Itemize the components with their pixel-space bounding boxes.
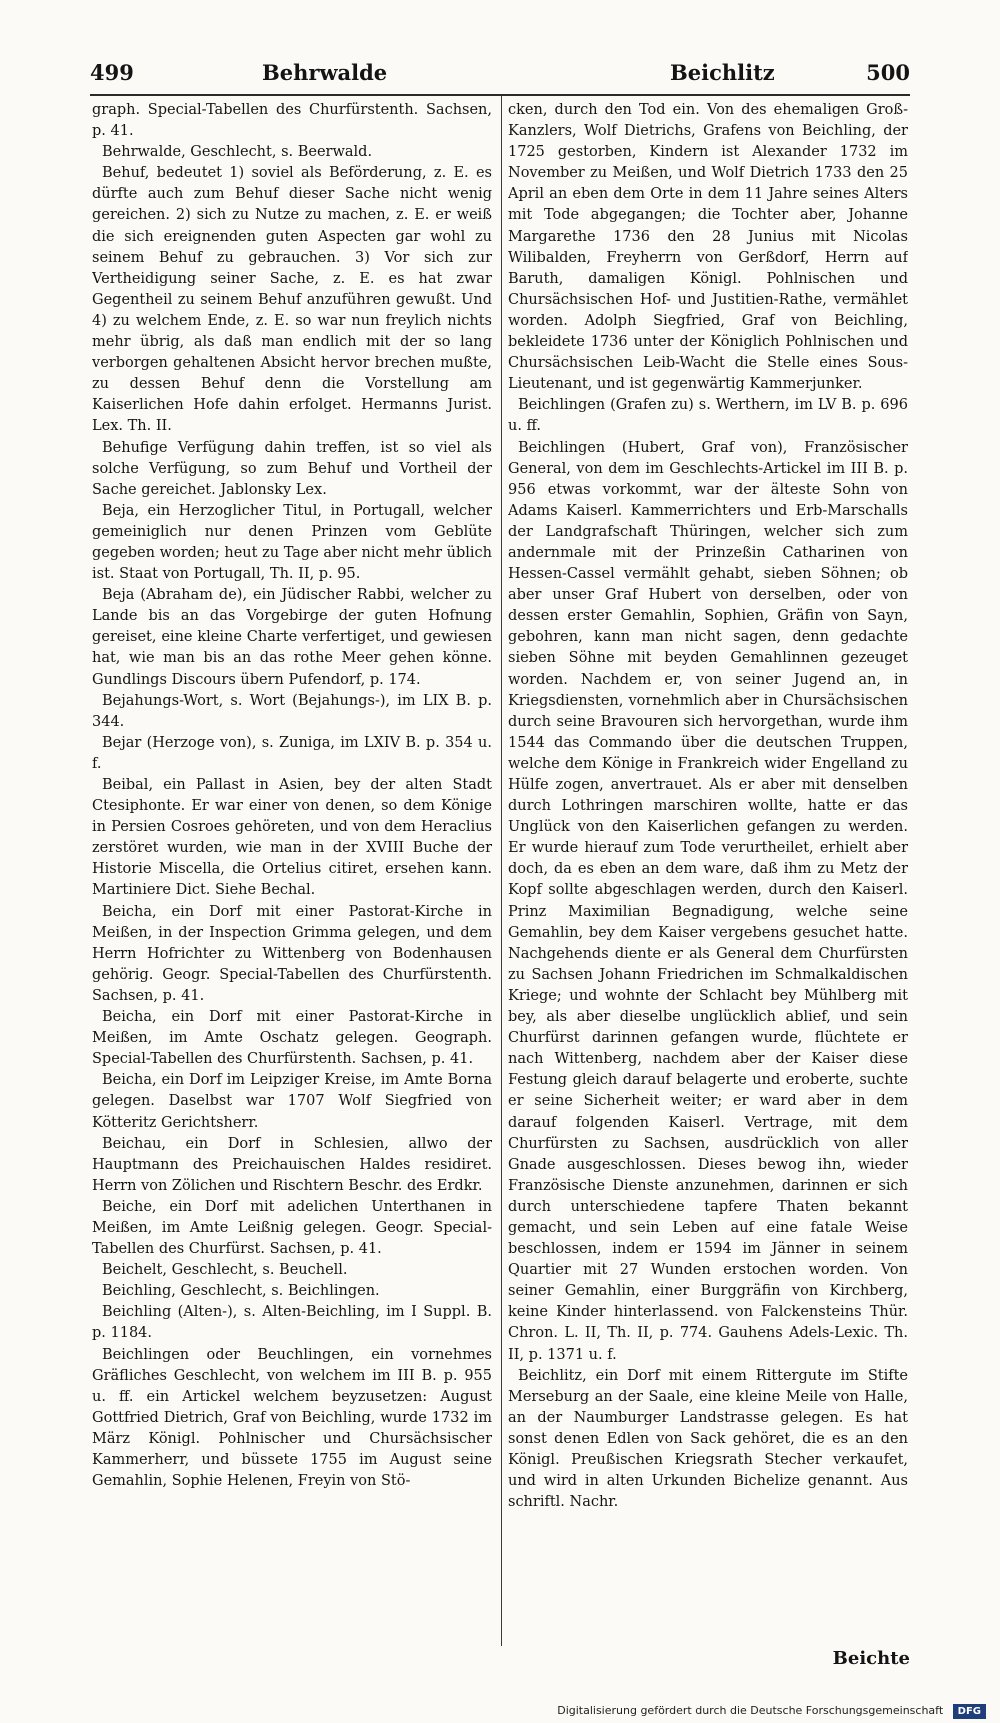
dictionary-entry: Beichau, ein Dorf in Schlesien, allwo der Hauptmann des Preichauischen Haldes residiret. Herrn von Zölichen und Rischtern Beschr. des Erdkr. bbox=[92, 1135, 492, 1194]
catchword: Beichte bbox=[832, 1648, 910, 1669]
dictionary-entry: cken, durch den Tod ein. Von des ehemaligen Groß-Kanzlers, Wolf Dietrichs, Grafens von Beichling, der 1725 gestorben, Kindern ist Alexander 1732 im November zu Meißen, und Wolf Dietrich 1733 den 25 April an eben dem Orte in dem 11 Jahre seines Alters mit Tode abgegangen; die Tochter aber, Johanne Margarethe 1736 den 28 Junius mit Nicolas Wilibalden, Freyherrn von Gerßdorf, Herrn auf Baruth, damaligen Königl. Pohlnischen und Chursächsischen Hof- und Justitien-Rathe, vermählet worden. Adolph Siegfried, Graf von Beichling, bekleidete 1736 unter der Königlich Pohlnischen und Chursächsischen Leib-Wacht die Stelle eines Sous-Lieutenant, und ist gegenwärtig Kammerjunker. bbox=[508, 102, 908, 393]
dictionary-entry: Bejar (Herzoge von), s. Zuniga, im LXIV B. p. 354 u. f. bbox=[92, 734, 492, 772]
header-rule bbox=[90, 94, 910, 96]
dictionary-entry: Behuf, bedeutet 1) soviel als Beförderung, z. E. es dürfte auch zum Behuf dieser Sache nicht wenig gereichen. 2) sich zu Nutze zu machen, z. E. er weiß die sich ereignenden guten Aspecten gar wohl zu seinem Behuf zu gebrauchen. 3) Vor sich zur Vertheidigung seiner Sache, z. E. es hat zwar Gegentheil zu seinem Behuf anzuführen gewußt. Und 4) zu welchem Ende, z. E. so war nun freylich nichts mehr übrig, als daß man endlich mit der so lang verborgen gehaltenen Absicht hervor brechen mußte, zu dessen Behuf denn die Vorstellung am Kaiserlichen Hofe dahin erfolget. Hermanns Jurist. Lex. Th. II. bbox=[92, 165, 492, 435]
running-headword-left: Behrwalde bbox=[262, 60, 388, 85]
dictionary-entry: graph. Special-Tabellen des Churfürstenth. Sachsen, p. 41. bbox=[92, 102, 492, 140]
page-number-right: 500 bbox=[866, 60, 910, 85]
dictionary-entry: Beichling (Alten-), s. Alten-Beichling, im I Suppl. B. p. 1184. bbox=[92, 1304, 492, 1342]
dictionary-entry: Beicha, ein Dorf mit einer Pastorat-Kirche in Meißen, im Amte Oschatz gelegen. Geograph. Special-Tabellen des Churfürstenth. Sachsen, p. 41. bbox=[92, 1009, 492, 1068]
digitization-footer bbox=[557, 1699, 986, 1723]
dictionary-entry: Beicha, ein Dorf mit einer Pastorat-Kirche in Meißen, in der Inspection Grimma gelegen, und dem Herrn Hofrichter zu Wittenberg von Bodenhausen gehörig. Geogr. Special-Tabellen des Churfürstenth. Sachsen, p. 41. bbox=[92, 903, 492, 1004]
dictionary-entry: Behufige Verfügung dahin treffen, ist so viel als solche Verfügung, so zum Behuf und Vortheil der Sache gereichet. Jablonsky Lex. bbox=[92, 439, 492, 498]
dictionary-entry: Beichling, Geschlecht, s. Beichlingen. bbox=[102, 1283, 380, 1300]
dictionary-entry: Beja (Abraham de), ein Jüdischer Rabbi, welcher zu Lande bis an das Vorgebirge der guten Hofnung gereiset, eine kleine Charte verfertiget, und gewiesen hat, wie man bis an das rothe Meer gehen könne. Gundlings Discours übern Pufendorf, p. 174. bbox=[92, 587, 492, 688]
left-column bbox=[92, 100, 492, 1640]
funding-note: Digitalisierung gefördert durch die Deutsche Forschungsgemeinschaft bbox=[557, 1704, 944, 1717]
dictionary-entry: Beichlingen oder Beuchlingen, ein vornehmes Gräfliches Geschlecht, von welchem im III B. p. 955 u. ff. ein Artickel welchem beyzusetzen: August Gottfried Dietrich, Graf von Beichling, wurde 1732 im März Königl. Pohlnischer und Chursächsischer Kammerherr, und büssete 1755 im August seine Gemahlin, Sophie Helenen, Freyin von Stö- bbox=[92, 1346, 492, 1490]
page-number-left: 499 bbox=[90, 60, 134, 85]
dictionary-entry: Beichlitz, ein Dorf mit einem Rittergute im Stifte Merseburg an der Saale, eine kleine Meile von Halle, an der Naumburger Landstrasse gelegen. Es hat sonst denen Edlen von Sack gehöret, die es an den Königl. Preußischen Kriegsrath Stecher verkaufet, und wird in alten Urkunden Bichelize genannt. Aus schriftl. Nachr. bbox=[508, 1367, 908, 1511]
column-divider bbox=[501, 96, 502, 1646]
running-header bbox=[90, 58, 910, 94]
right-column bbox=[508, 100, 908, 1640]
dfg-logo: DFG bbox=[953, 1704, 986, 1719]
dictionary-entry: Bejahungs-Wort, s. Wort (Bejahungs-), im LIX B. p. 344. bbox=[92, 692, 492, 730]
dictionary-entry: Behrwalde, Geschlecht, s. Beerwald. bbox=[102, 144, 373, 161]
dictionary-entry: Beiche, ein Dorf mit adelichen Unterthanen in Meißen, im Amte Leißnig gelegen. Geogr. Special-Tabellen des Churfürst. Sachsen, p. 41. bbox=[92, 1198, 492, 1258]
dictionary-entry: Beichlingen (Hubert, Graf von), Französischer General, von dem im Geschlechts-Artickel im III B. p. 956 etwas vorkommt, war der älteste Sohn von Adams Kaiserl. Kammerrichters und Erb-Marschalls der Landgrafschaft Thüringen, welcher sich zum andernmale mit der Prinzeßin Catharinen von Hessen-Cassel vermählt gehabt, sieben Söhnen; ob aber unser Graf Hubert von derselben, oder von dessen erster Gemahlin, Sophien, Gräfin von Sayn, gebohren, kann man nicht sagen, denn gedachte sieben Söhne mit beyden Gemahlinnen gezeuget worden. Nachdem er, von seiner Jugend an, in Kriegsdiensten, vornehmlich aber in Chursächsischen durch seine Bravouren sich hervorgethan, wurde ihm 1544 das Commando über die deutschen Truppen, welche dem Könige in Frankreich wider Engelland zu Hülfe zogen, anvertrauet. Als er aber mit denselben durch Lothringen marschiren wollte, hatte er das Unglück von den Kaiserlichen gefangen zu werden. Er wurde hierauf zum Tode verurtheilet, erhielt aber doch, da es eben an dem ware, daß ihm zu Metz der Kopf sollte abgeschlagen werden, durch den Kaiserl. Prinz Maximilian Begnadigung, welche seine Gemahlin, bey dem Kaiser vergebens gesuchet hatte. Nachgehends diente er als General dem Churfürsten zu Sachsen Johann Friedrichen im Schmalkaldischen Kriege; und wohnte der Schlacht bey Mühlberg mit bey, als aber dieselbe unglücklich ablief, und sein Churfürst darinnen gefangen wurde, flüchtete er nach Wittenberg, nachdem aber der Kaiser diese Festung gleich darauf belagerte und eroberte, suchte er seine Sicherheit weiter; er ward aber in dem darauf folgenden Kaiserl. Vertrage, mit dem Churfürsten zu Sachsen, ausdrücklich von aller Gnade ausgeschlossen. Dieses bewog ihn, wieder Französische Dienste anzunehmen, darinnen er sich durch unterschiedene tapfere Thaten bekannt gemacht, und sein Leben auf eine fatale Weise beschlossen, indem er 1594 im Jänner in seinem Quartier mit 27 Wunden erstochen worden. Von seiner Gemahlin, einer Burggräfin von Kirchberg, keine Kinder hinterlassend. von Falckensteins Thür. Chron. L. II, Th. II, p. 774. Gauhens Adels-Lexic. Th. II, p. 1371 u. f. bbox=[508, 439, 908, 1363]
dictionary-entry: Beja, ein Herzoglicher Titul, in Portugall, welcher gemeiniglich nur denen Prinzen vom Geblüte gegeben worden; heut zu Tage aber nicht mehr üblich ist. Staat von Portugall, Th. II, p. 95. bbox=[92, 502, 492, 583]
dictionary-entry: Beicha, ein Dorf im Leipziger Kreise, im Amte Borna gelegen. Daselbst war 1707 Wolf Siegfried von Kötteritz Gerichtsherr. bbox=[92, 1072, 492, 1131]
running-headword-right: Beichlitz bbox=[670, 60, 775, 85]
dictionary-entry: Beichelt, Geschlecht, s. Beuchell. bbox=[102, 1262, 348, 1279]
dictionary-entry: Beibal, ein Pallast in Asien, bey der alten Stadt Ctesiphonte. Er war einer von denen, so dem Könige in Persien Cosroes gehöreten, und von dem Heraclius zerstöret wurden, wie man in der XVIII Buche der Historie Miscella, die Ortelius citiret, ersehen kann. Martiniere Dict. Siehe Bechal. bbox=[92, 777, 492, 899]
dictionary-entry: Beichlingen (Grafen zu) s. Werthern, im LV B. p. 696 u. ff. bbox=[508, 397, 908, 435]
